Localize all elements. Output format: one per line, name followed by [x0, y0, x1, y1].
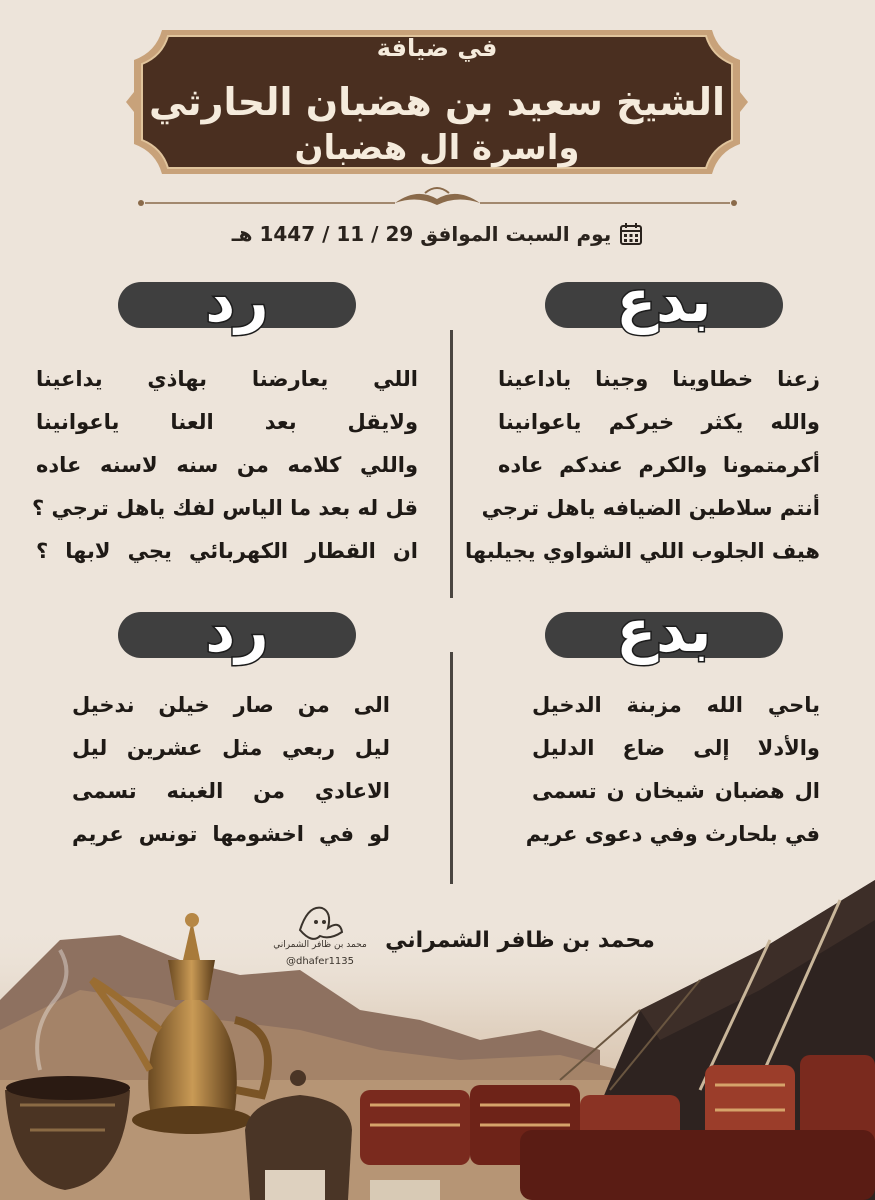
badaa-pill-2: [545, 597, 783, 665]
badaa-label-1: بدع: [616, 267, 712, 335]
verse-line: والله يكثر خيركم ياعوانينا: [498, 410, 820, 434]
center-divider-1: [450, 330, 453, 598]
verse-line: في بلحارث وفي دعوى عريم: [525, 822, 820, 846]
author-name: محمد بن ظافر الشمراني: [385, 928, 655, 953]
verse-line: أنتم سلاطين الضيافه ياهل ترجي: [481, 496, 820, 520]
verse-line: زعنا خطاوينا وجينا ياداعينا: [498, 367, 820, 391]
header-title: الشيخ سعيد بن هضبان الحارثي: [148, 80, 726, 124]
logo-name: محمد بن ظافر الشمراني: [273, 940, 367, 950]
header-banner: [122, 22, 752, 182]
date-line: [0, 218, 875, 250]
verse-line: واللي كلامه من سنه لاسنه عاده: [36, 453, 418, 477]
calendar-icon: [619, 222, 643, 246]
date-text: يوم السبت الموافق 29 / 11 / 1447 هـ: [231, 222, 612, 246]
radd-pill-1: [118, 267, 356, 335]
verse-line: لو في اخشومها تونس عريم: [72, 822, 390, 846]
verse-line: ليل ربعي مثل عشرين ليل: [72, 736, 390, 760]
badaa-pill-1: [545, 267, 783, 335]
verse-line: ال هضبان شيخان ن تسمى: [532, 779, 820, 803]
social-handle: @dhafer1135: [285, 956, 355, 967]
radd-verses-2: [72, 684, 390, 856]
verse-line: ياحي الله مزبنة الدخيل: [532, 693, 820, 717]
verse-line: والأدلا إلى ضاع الدليل: [532, 736, 820, 760]
verse-line: هيف الجلوب اللي الشواوي يجيلبها: [465, 539, 820, 563]
ornament-divider: [135, 185, 740, 211]
radd-verses-1: [31, 358, 418, 573]
verse-line: ان القطار الكهربائي يجي لابها ؟: [36, 539, 418, 563]
badaa-verses-1: [465, 358, 820, 573]
verse-line: الاعادي من الغبنه تسمى: [72, 779, 390, 803]
radd-label-2: رد: [205, 597, 269, 665]
radd-pill-2: [118, 597, 356, 665]
header-subtitle: في ضيافة: [376, 34, 498, 62]
verse-line: أكرمتمونا والكرم عندكم عاده: [498, 453, 820, 477]
badaa-verses-2: [525, 684, 820, 856]
header-family: واسرة ال هضبان: [294, 128, 580, 168]
center-divider-2: [450, 652, 453, 884]
verse-line: قل له بعد ما الياس لفك ياهل ترجي ؟: [31, 496, 418, 520]
verse-line: اللي يعارضنا بهاذي يداعينا: [36, 367, 418, 391]
radd-label-1: رد: [205, 267, 269, 335]
verse-line: ولايقل بعد العنا ياعوانينا: [36, 410, 418, 434]
verse-line: الى من صار خيلن ندخيل: [72, 693, 390, 717]
badaa-label-2: بدع: [616, 597, 712, 665]
